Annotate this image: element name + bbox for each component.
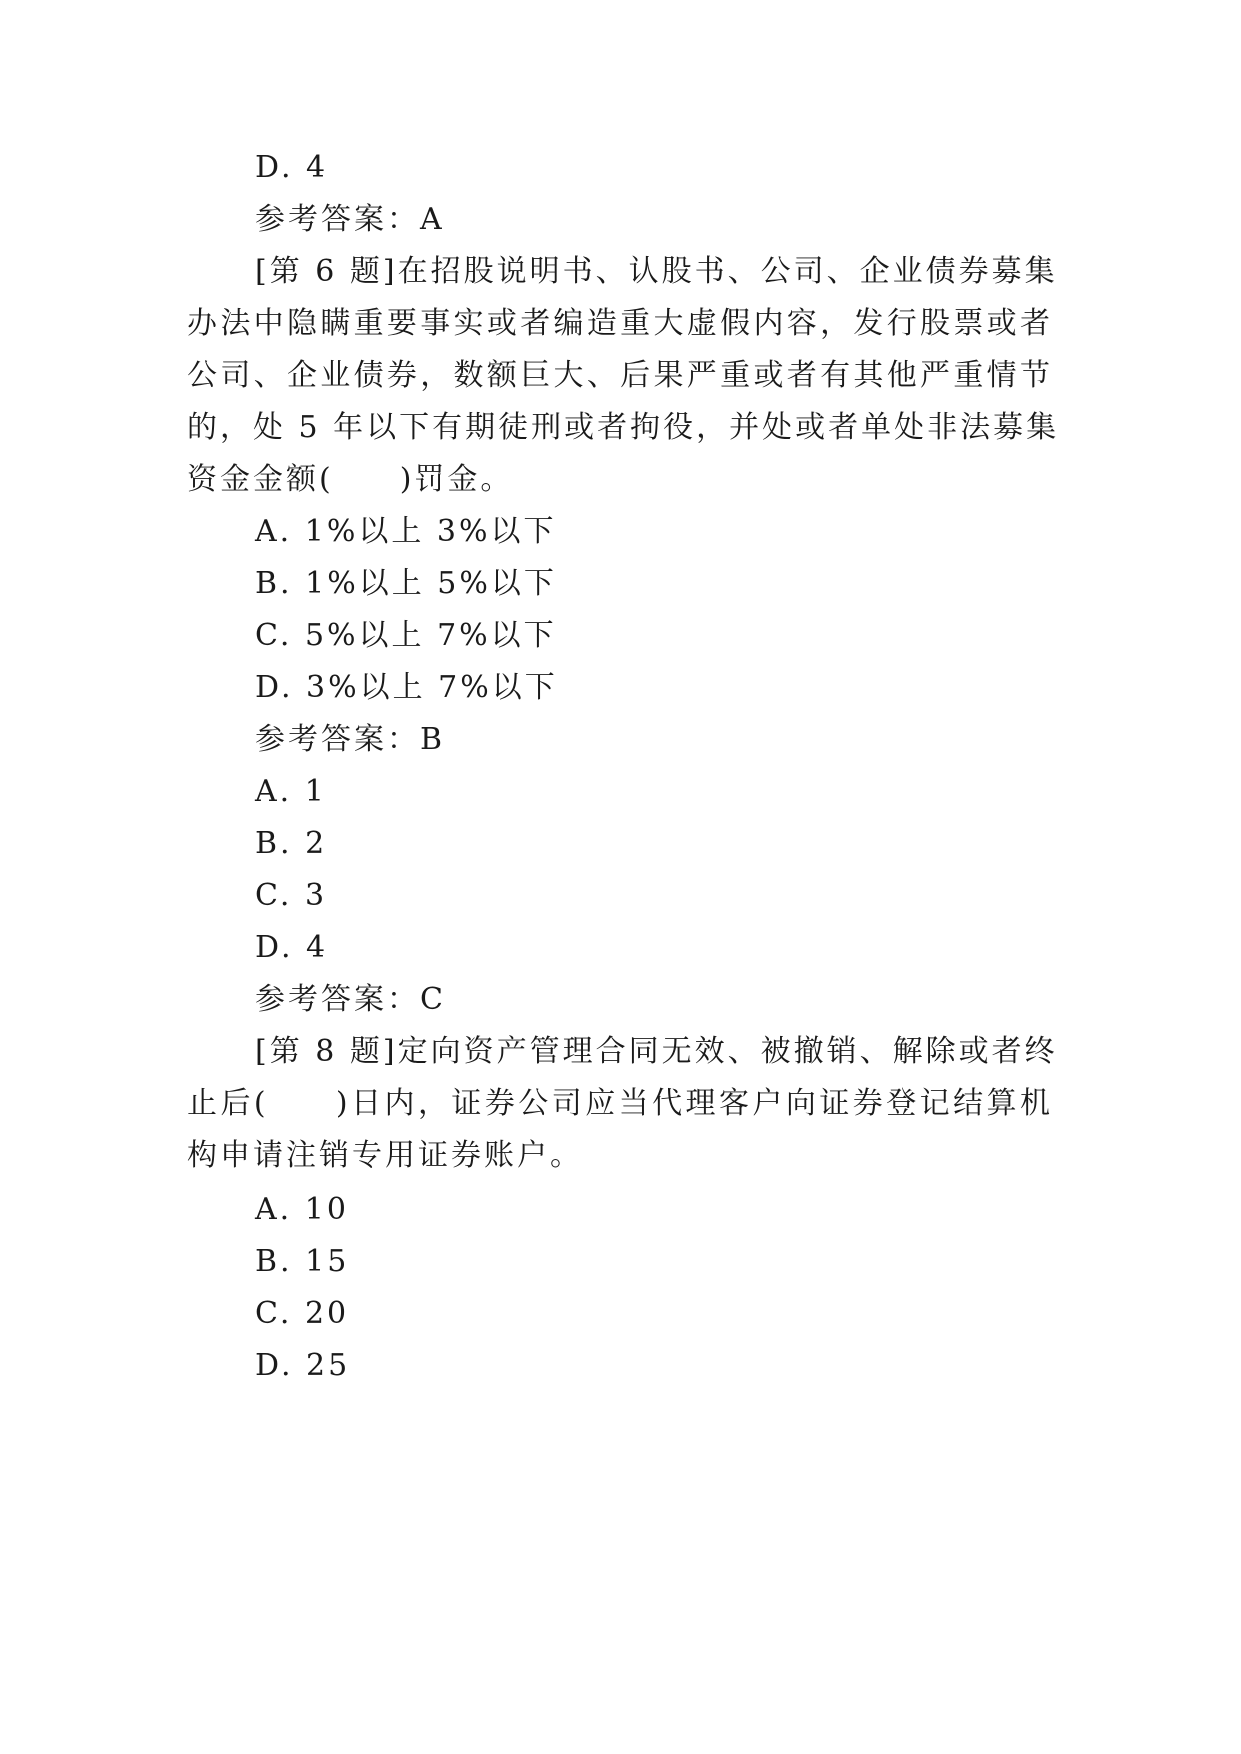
option-c: C. 5%以上 7%以下	[255, 618, 557, 653]
question-8-text: 构申请注销专用证券账户。	[187, 1138, 583, 1173]
question-6-text: 办法中隐瞒重要事实或者编造重大虚假内容，发行股票或者	[187, 306, 1053, 341]
option-b: B. 15	[255, 1244, 350, 1279]
option-c: C. 3	[255, 878, 328, 913]
question-6-text: 公司、企业债券，数额巨大、后果严重或者有其他严重情节	[187, 358, 1053, 393]
option-d: D. 3%以上 7%以下	[255, 670, 558, 705]
question-6-text: 资金金额( )罚金。	[187, 462, 514, 497]
option-d: D. 4	[255, 150, 329, 185]
option-d: D. 4	[255, 930, 329, 965]
option-d: D. 25	[255, 1348, 351, 1383]
question-6-text: [第 6 题]在招股说明书、认股书、公司、企业债券募集	[255, 254, 1058, 289]
reference-answer: 参考答案：A	[255, 202, 445, 237]
option-c: C. 20	[255, 1296, 350, 1331]
option-a: A. 10	[255, 1192, 349, 1227]
question-8-text: 止后( )日内，证券公司应当代理客户向证券登记结算机	[187, 1086, 1053, 1121]
option-b: B. 1%以上 5%以下	[255, 566, 557, 601]
option-a: A. 1%以上 3%以下	[255, 514, 557, 549]
option-b: B. 2	[255, 826, 328, 861]
reference-answer: 参考答案：C	[255, 982, 446, 1017]
reference-answer: 参考答案：B	[255, 722, 446, 757]
question-6-text: 的，处 5 年以下有期徒刑或者拘役，并处或者单处非法募集	[187, 410, 1060, 445]
option-a: A. 1	[255, 774, 327, 809]
question-8-text: [第 8 题]定向资产管理合同无效、被撤销、解除或者终	[255, 1034, 1058, 1069]
